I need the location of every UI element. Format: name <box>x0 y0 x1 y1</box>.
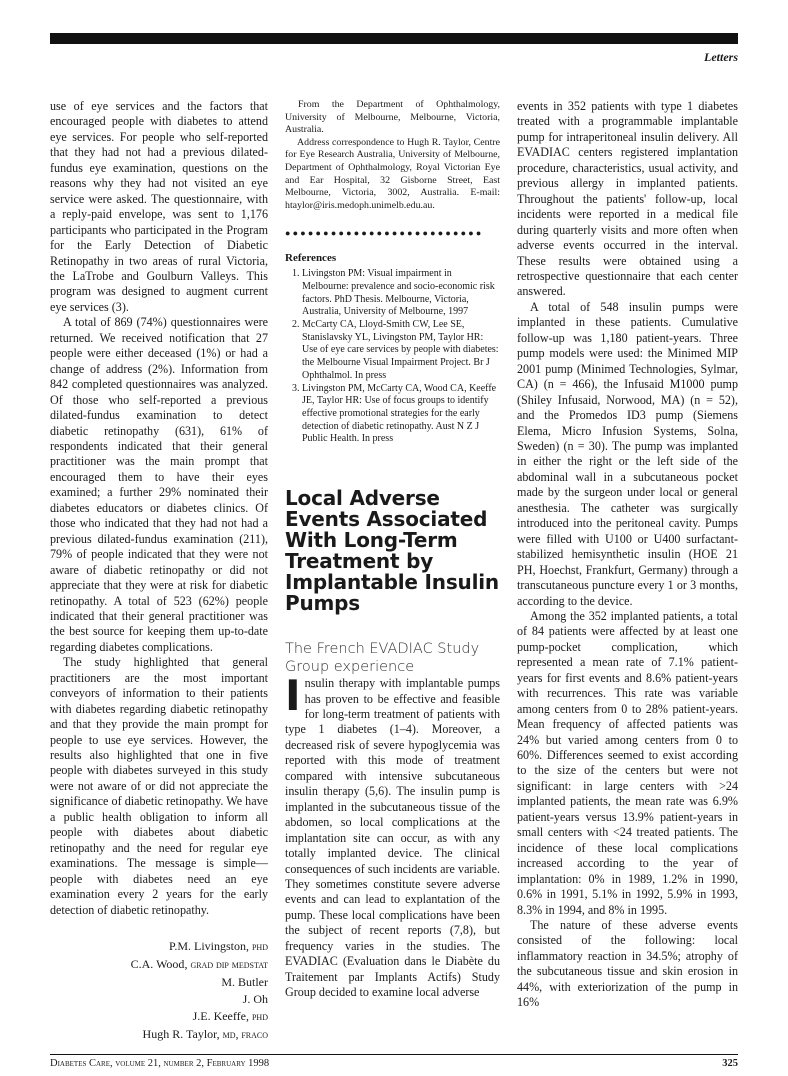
lead-paragraph <box>285 671 500 1001</box>
author-signatures <box>50 938 268 1044</box>
affiliation: From the Department of Ophthalmology, University of Melbourne, Melbourne, Victoria, Australia. <box>285 99 500 136</box>
column-1 <box>50 99 268 1044</box>
section-label: Letters <box>704 50 738 64</box>
paragraph: A total of 548 insulin pumps were implanted in these patients. Cumulative follow-up was 1,180 patient-years. Three pump models were used: the Minimed MIP 2001 pump (Minimed Technologies, Sylmar, CA) (n = 466), the Infusaid M1000 pump (Shiley Infusaid, Norwood, MA) (n = 52), and the Promedos ID3 pump (Siemens Elema, Micro Infusion Systems, Solna, Sweden) (n = 30). The pump was implanted in either the right or the left side of the abdominal wall in a subcutaneous pocket made by the surgeon under local or general anesthesia. The catheter was surgically introduced into the peritoneal cavity. Pumps were filled with U100 or U400 surfactant-stabilized hemisynthetic insulin (HOE 21 PH, Hoechst, Frankfurt, Germany) through a transcutaneous puncture every 1 or 3 months, according to the device. <box>517 299 738 608</box>
article-subtitle: The French EVADIAC Study Group experience <box>285 641 480 676</box>
column-3 <box>517 99 738 1011</box>
drop-cap: I <box>285 671 301 721</box>
signature: J.E. Keeffe, phd <box>192 1009 268 1024</box>
reference-item: 3. Livingston PM, McCarty CA, Wood CA, Keeffe JE, Taylor HR: Use of focus groups to identify effective promotional strategies for the early detection of diabetic retinopathy. Aust N Z J Public Health. In press <box>302 383 500 447</box>
article-title: Local Adverse Events Associated With Long-Term Treatment by Implantable Insulin Pumps <box>285 486 499 616</box>
column-2 <box>285 99 500 1001</box>
signature: C.A. Wood, grad dip medstat <box>130 957 268 972</box>
references-list <box>285 268 500 446</box>
journal-citation: Diabetes Care, volume 21, number 2, February 1998 <box>50 1058 270 1069</box>
signature: P.M. Livingston, phd <box>168 939 268 954</box>
lead-text: nsulin therapy with implantable pumps has proven to be effective and feasible for long-term treatment of patients with type 1 diabetes (1–4). Moreover, a decreased risk of severe hypoglycemia was reported with this mode of treatment compared with intensive subcutaneous insulin therapy (5,6). The insulin pump is implanted in the subcutaneous tissue of the abdomen, so local complications at the implantation site can occur, as with any totally implanted device. The clinical consequences of such incidents are variable. They sometimes constitute severe adverse events and can lead to explantation of the pump. These local complications have been the subject of recent reports (7,8), but frequency varies in the studies. The EVADIAC (Evaluation dans le Diabète du Traitement par Implants Actifs) Study Group decided to examine local adverse <box>285 676 500 1000</box>
correspondence: Address correspondence to Hugh R. Taylor, Centre for Eye Research Australia, University of Melbourne, Department of Ophthalmology, Royal Victorian Eye and Ear Hospital, 32 Gisborne Street, East Melbourne, Victoria, 3002, Australia. E-mail: htaylor@iris.medoph.unimelb.edu.au. <box>285 136 500 211</box>
divider-dots: ●●●●●●●●●●●●●●●●●●●●●●●●●● <box>285 228 484 239</box>
page-number: 325 <box>722 1058 738 1069</box>
paragraph: Among the 352 implanted patients, a total of 84 patients were affected by at least one pump-pocket complication, which represented a mean rate of 7.1% patient-years for first events and 8.6% patient-years with recurrences. This rate was variable among centers from 0 to 28% patient-years. Mean frequency of affected patients was 24% but varied among centers from 0 to 60%. Differences seemed to exist according to the size of the centers but were not significant: in large centers with >24 implanted patients, the mean rate was 6.9% patient-years versus 13.9% patient-years in small centers with <24 treated patients. The incidence of these local complications increased according to the year of implantation: 0% in 1989, 1.2% in 1990, 0.6% in 1991, 5.1% in 1992, 5.9% in 1993, 8.3% in 1994, and 8% in 1995. <box>517 608 738 917</box>
header-rule <box>50 33 738 44</box>
signature: M. Butler <box>221 975 268 990</box>
affiliation-block <box>285 99 500 212</box>
paragraph: events in 352 patients with type 1 diabetes treated with a programmable implantable pump for intraperitoneal insulin delivery. All EVADIAC centers registered implantation procedure, characteristics, usual activity, and previous allergy in implanted patients. Throughout the patients' follow-up, local incidents were reported in a medical file during quarterly visits and more often when adverse events occurred in the interval. These results were obtained using a retrospective questionnaire that each center answered. <box>517 99 738 299</box>
signature: Hugh R. Taylor, md, fraco <box>142 1027 268 1042</box>
references-heading: References <box>285 251 337 264</box>
paragraph: The study highlighted that general practitioners are the most important conveyors of information to their patients with diabetes regarding diabetic retinopathy and that they provide the main prompt for people to use eye services. However, the results also highlighted that one in five people with diabetes surveyed in this study were not aware of or did not appreciate the significance of diabetic retinopathy. We have a public health obligation to inform all people with diabetes about diabetic retinopathy and the need for regular eye examinations. The message is simple—people with diabetes need an eye examination every 2 years for the early detection of diabetic retinopathy. <box>50 655 268 917</box>
paragraph: use of eye services and the factors that encouraged people with diabetes to attend eye services. For people who self-reported that they had not had a previous dilated-fundus eye examination, questions on the reasons why they had not visited an eye service were asked. The questionnaire, with a reply-paid envelope, was sent to 1,176 participants who participated in the Program for the Early Detection of Diabetic Retinopathy in two areas of rural Victoria, the LaTrobe and Goulburn Valleys. This program was designed to augment current eye services (3). <box>50 99 268 314</box>
paragraph: The nature of these adverse events consisted of the following: local inflammatory reaction in 34.5%; atrophy of the subcutaneous tissue and skin erosion in 44%, with exteriorization of the pump in 16% <box>517 918 738 1010</box>
paragraph: A total of 869 (74%) questionnaires were returned. We received notification that 27 people were either deceased (1%) or had a change of address (2%). Information from 842 completed questionnaires was analyzed. Of those who self-reported a previous dilated-fundus examination to detect diabetic retinopathy (631), 61% of respondents indicated that their general practitioner was the main prompt that encouraged them to have their eyes examined; a further 29% nominated their diabetes educators or diabetes clinics. Of those who indicated that they had not had a previous dilated-fundus examination (211), 79% of people indicated that they were not aware of diabetic retinopathy or did not appreciate that they were at risk for diabetic retinopathy. A total of 523 (62%) people indicated that their general practitioner was the best source for keeping them up-to-date regarding diabetes complications. <box>50 315 268 654</box>
signature: J. Oh <box>242 992 268 1007</box>
reference-item: 1. Livingston PM: Visual impairment in Melbourne: prevalence and socio-economic risk factors. PhD Thesis. Melbourne, Victoria, Australia, University of Melbourne, 1997 <box>302 268 500 319</box>
reference-item: 2. McCarty CA, Lloyd-Smith CW, Lee SE, Stanislavsky YL, Livingston PM, Taylor HR: Use of eye care services by people with diabetes: the Melbourne Visual Impairment Project. Br J Ophthalmol. In press <box>302 319 500 383</box>
page-footer <box>50 1054 738 1069</box>
